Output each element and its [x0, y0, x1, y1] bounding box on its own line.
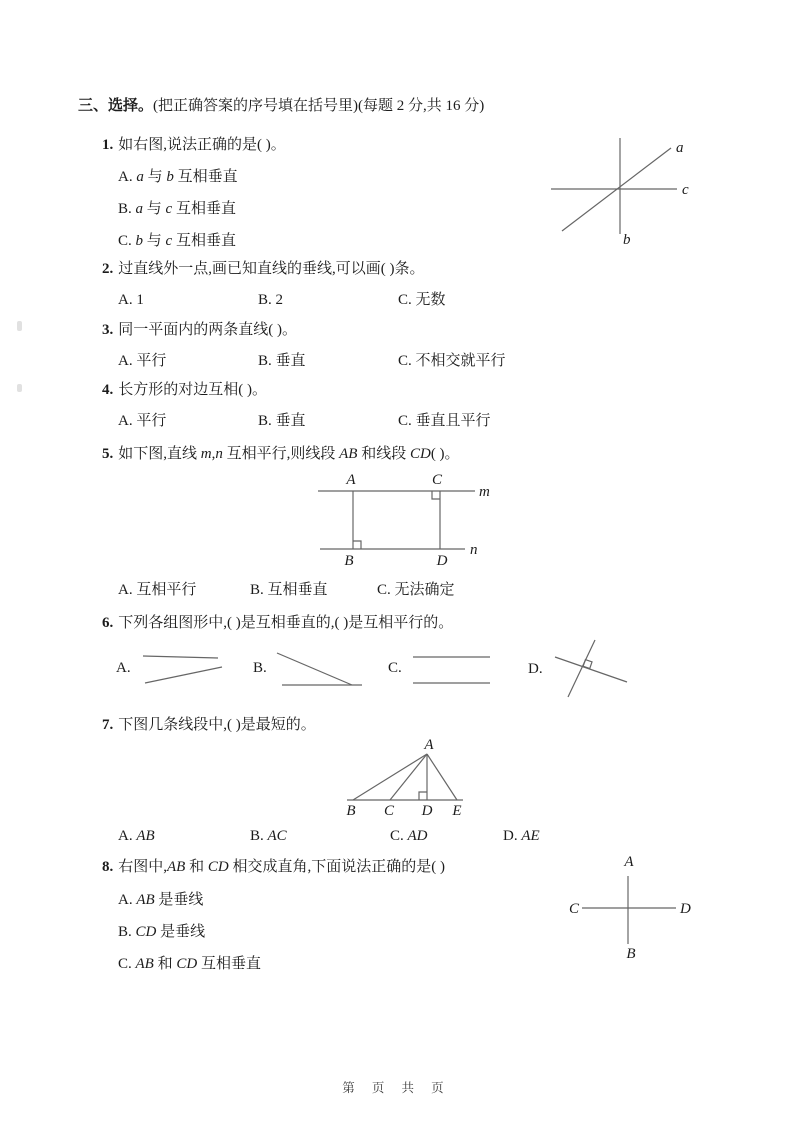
section-title-number: 三、选择。	[78, 98, 154, 114]
question-7-number: 7.	[102, 717, 114, 733]
question-2-number: 2.	[102, 261, 114, 277]
question-4	[102, 381, 267, 400]
question-3	[102, 321, 297, 340]
label-line-m: m	[479, 484, 490, 500]
question-6-text: 下列各组图形中,( )是互相垂直的,( )是互相平行的。	[118, 615, 454, 631]
label-point-c: C	[431, 472, 443, 488]
question-4-option-b: B. 垂直	[258, 413, 306, 429]
right-angle-marker-b	[353, 541, 361, 549]
label-point-d: D	[680, 901, 691, 917]
question-4-number: 4.	[102, 382, 114, 398]
question-5-option-c: C. 无法确定	[377, 582, 455, 598]
question-6-figure-c-label: C.	[388, 660, 402, 676]
question-6-figure-d-label: D.	[528, 661, 543, 677]
question-8-diagram	[556, 852, 701, 970]
question-2-text: 过直线外一点,画已知直线的垂线,可以画( )条。	[118, 261, 425, 277]
label-point-b: B	[346, 803, 356, 819]
question-6-figure-b	[272, 648, 367, 690]
question-2-option-c: C. 无数	[398, 292, 446, 308]
right-angle-marker-c	[432, 491, 440, 499]
question-5-text: 如下图,直线 m,n 互相平行,则线段 AB 和线段 CD( )。	[118, 446, 460, 462]
label-line-n: n	[470, 542, 478, 558]
question-4-option-c: C. 垂直且平行	[398, 413, 491, 429]
scan-artifact	[17, 384, 22, 392]
question-7-option-a: A. AB	[118, 828, 155, 844]
question-2	[102, 260, 425, 279]
label-point-b: B	[344, 553, 354, 569]
question-6-number: 6.	[102, 615, 114, 631]
page-footer: 第 页 共 页	[342, 1081, 451, 1095]
segment-ac	[390, 754, 427, 800]
segment-ae	[427, 754, 457, 800]
question-4-option-a: A. 平行	[118, 413, 167, 429]
section-title	[78, 97, 484, 116]
question-6-figure-a	[140, 650, 225, 688]
question-8-option-b: B. CD 是垂线	[118, 924, 206, 940]
question-1-diagram	[545, 132, 730, 250]
question-8	[102, 858, 445, 877]
question-7-option-d: D. AE	[503, 828, 540, 844]
label-point-c: C	[568, 901, 580, 917]
label-point-c: C	[383, 803, 395, 819]
label-line-b: b	[623, 232, 631, 248]
label-point-a: A	[424, 737, 434, 753]
question-7	[102, 716, 316, 735]
question-1-option-a: A. a 与 b 互相垂直	[118, 169, 238, 185]
question-3-option-c: C. 不相交就平行	[398, 353, 506, 369]
label-point-d: D	[421, 803, 433, 819]
question-7-text: 下图几条线段中,( )是最短的。	[118, 717, 316, 733]
question-3-number: 3.	[102, 322, 114, 338]
right-angle-marker	[583, 660, 592, 669]
question-8-number: 8.	[102, 859, 114, 875]
question-1	[102, 136, 286, 155]
right-angle-marker-d	[419, 792, 427, 800]
question-8-option-a: A. AB 是垂线	[118, 892, 204, 908]
question-1-option-b: B. a 与 c 互相垂直	[118, 201, 236, 217]
question-6-figure-b-label: B.	[253, 660, 267, 676]
question-1-number: 1.	[102, 137, 114, 153]
question-4-text: 长方形的对边互相( )。	[118, 382, 267, 398]
question-2-option-a: A. 1	[118, 292, 144, 308]
scan-artifact	[17, 321, 22, 331]
section-title-instructions: (把正确答案的序号填在括号里)(每题 2 分,共 16 分)	[153, 98, 485, 114]
label-point-b: B	[626, 946, 636, 962]
question-8-option-c: C. AB 和 CD 互相垂直	[118, 956, 261, 972]
question-7-option-b: B. AC	[250, 828, 287, 844]
question-1-text: 如右图,说法正确的是( )。	[118, 137, 286, 153]
question-5-option-b: B. 互相垂直	[250, 582, 328, 598]
question-3-text: 同一平面内的两条直线( )。	[118, 322, 297, 338]
label-point-d: D	[436, 553, 448, 569]
question-7-diagram	[335, 737, 485, 819]
question-5-number: 5.	[102, 446, 114, 462]
question-2-option-b: B. 2	[258, 292, 284, 308]
label-line-c: c	[682, 182, 689, 198]
label-point-e: E	[452, 803, 462, 819]
question-8-text: 右图中,AB 和 CD 相交成直角,下面说法正确的是( )	[118, 859, 445, 875]
label-point-a: A	[624, 854, 634, 870]
question-6-figure-a-label: A.	[116, 660, 131, 676]
question-7-option-c: C. AD	[390, 828, 428, 844]
question-6-figure-d	[550, 638, 635, 700]
question-6-figure-c	[410, 650, 495, 688]
question-5-diagram	[305, 468, 500, 568]
question-3-option-b: B. 垂直	[258, 353, 306, 369]
question-5	[102, 445, 460, 464]
label-point-a: A	[346, 472, 356, 488]
question-6	[102, 614, 453, 633]
question-3-option-a: A. 平行	[118, 353, 167, 369]
question-1-option-c: C. b 与 c 互相垂直	[118, 233, 236, 249]
label-line-a: a	[676, 140, 684, 156]
segment-ab	[353, 754, 427, 800]
question-5-option-a: A. 互相平行	[118, 582, 197, 598]
